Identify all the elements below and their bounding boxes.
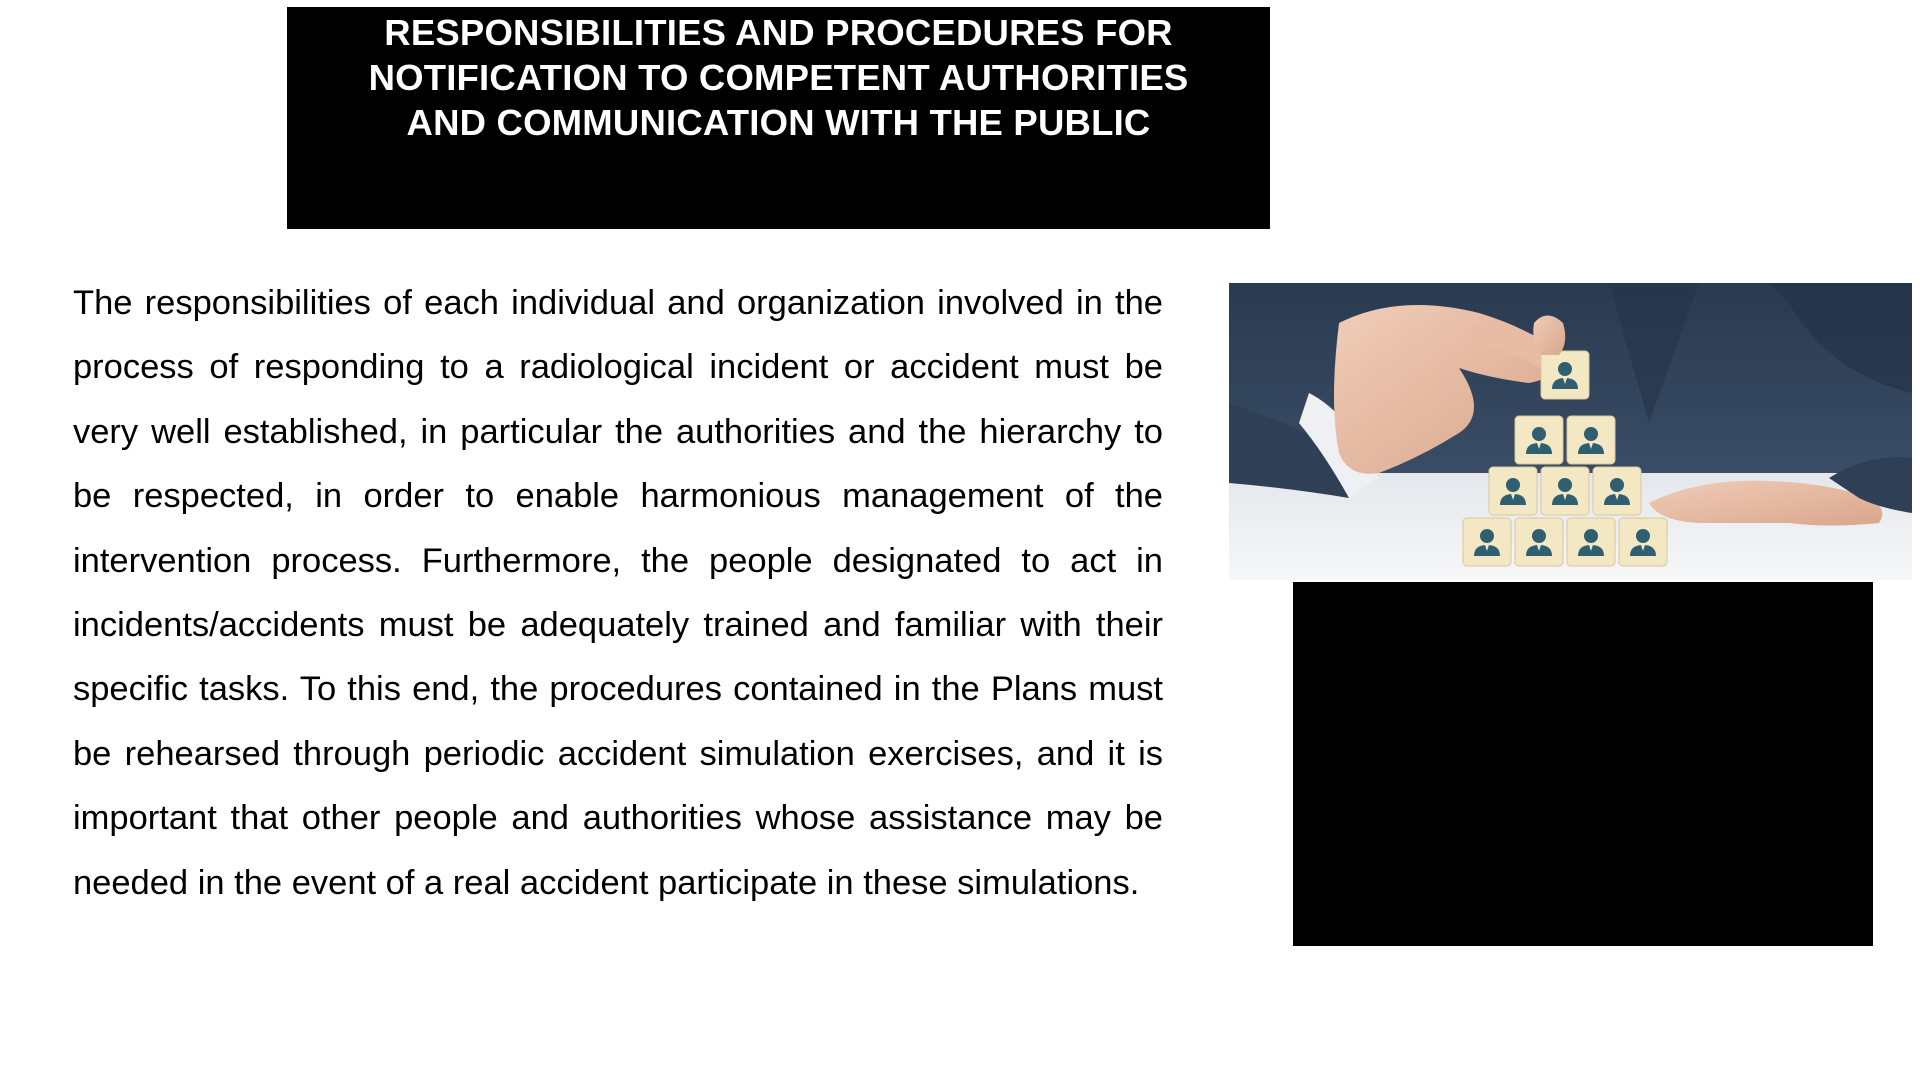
hierarchy-blocks-photo-icon [1229,283,1912,580]
title-banner [287,7,1270,229]
title-line-1: RESPONSIBILITIES AND PROCEDURES FOR [384,12,1173,53]
media-placeholder [1293,582,1873,946]
body-paragraph: The responsibilities of each individual and organization involved in the process of responding to a radiological incident or accident must be very well established, in particular the authorities and the hierarchy to be respected, in order to enable harmonious management of the intervention process. Furthermore, the people designated to act in incidents/accidents must be adequately trained and familiar with their specific tasks. To this end, the procedures contained in the Plans must be rehearsed through periodic accident simulation exercises, and it is important that other people and authorities whose assistance may be needed in the event of a real accident participate in these simulations. [73,284,1163,902]
title-line-3: AND COMMUNICATION WITH THE PUBLIC [406,102,1151,143]
title-line-2: NOTIFICATION TO COMPETENT AUTHORITIES [368,57,1189,98]
